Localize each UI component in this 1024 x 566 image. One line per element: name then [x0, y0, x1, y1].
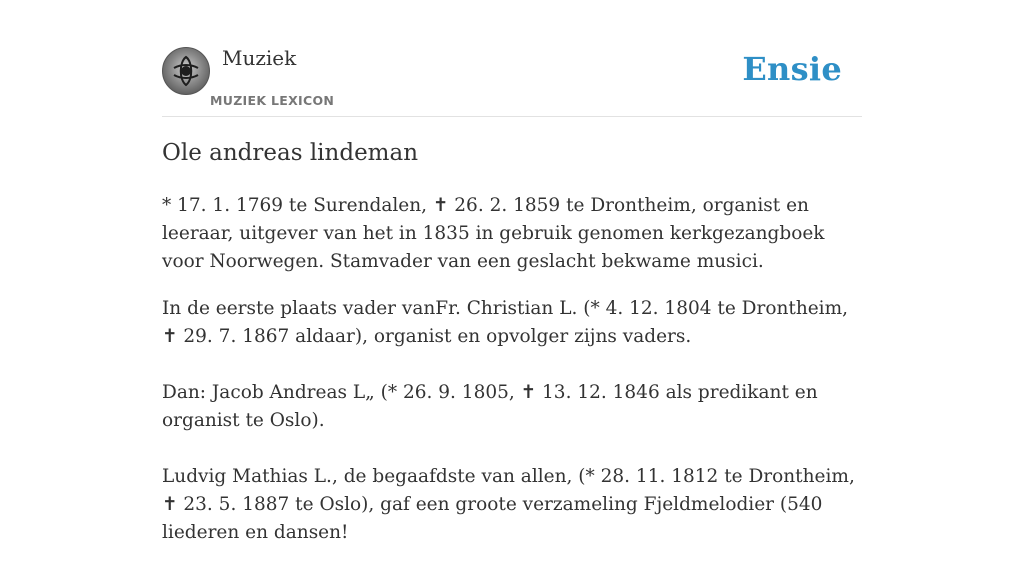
site-subtitle: MUZIEK LEXICON [210, 93, 335, 108]
article-body [162, 192, 862, 566]
page-container [162, 0, 862, 543]
brand-logo[interactable]: Ensie [742, 50, 842, 88]
site-name[interactable]: Muziek [222, 46, 297, 70]
article-paragraph: Dan: Jacob Andreas L„ (* 26. 9. 1805, ✝ 13. 12. 1846 als predikant en organist te Oslo). [162, 382, 818, 431]
site-header [162, 0, 862, 117]
site-logo-icon[interactable] [162, 47, 210, 95]
article-paragraph: * 17. 1. 1769 te Surendalen, ✝ 26. 2. 1859 te Drontheim, organist en leeraar, uitgever van het in 1835 in gebruik genomen kerkgezangboek voor Noorwegen. Stamvader van een geslacht bekwame musici. [162, 195, 825, 272]
article-paragraph: In de eerste plaats vader vanFr. Christian L. (* 4. 12. 1804 te Drontheim, ✝ 29. 7. 1867 aldaar), organist en opvolger zijns vaders. [162, 298, 849, 347]
article-title: Ole andreas lindeman [162, 140, 419, 166]
article-paragraph: Ludvig Mathias L., de begaafdste van allen, (* 28. 11. 1812 te Drontheim, ✝ 23. 5. 1887 te Oslo), gaf een groote verzameling Fjeldmelodier (540 liederen en dansen! [162, 466, 855, 543]
